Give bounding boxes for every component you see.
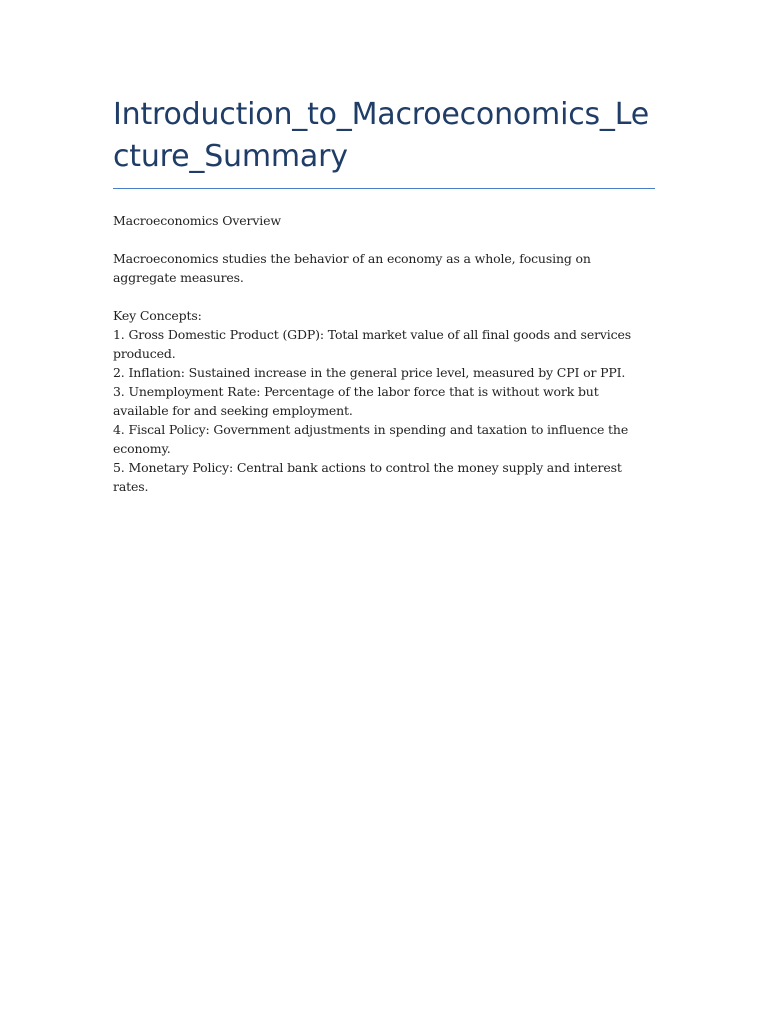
key-concepts-heading: Key Concepts:	[113, 308, 202, 323]
concept-item: 1. Gross Domestic Product (GDP): Total market value of all final goods and services produced.	[113, 327, 632, 361]
title-divider	[113, 188, 655, 189]
concept-item: 5. Monetary Policy: Central bank actions to control the money supply and interest rates.	[113, 460, 622, 494]
concept-item: 4. Fiscal Policy: Government adjustments in spending and taxation to influence the economy.	[113, 422, 629, 456]
concept-item: 3. Unemployment Rate: Percentage of the labor force that is without work but available for and seeking employment.	[113, 384, 599, 418]
concept-item: 2. Inflation: Sustained increase in the general price level, measured by CPI or PPI.	[113, 365, 626, 380]
document-content	[113, 94, 655, 496]
document-title: Introduction_to_Macroeconomics_Lecture_Summary	[113, 97, 649, 174]
section-heading: Macroeconomics Overview	[113, 213, 281, 228]
intro-paragraph: Macroeconomics studies the behavior of an economy as a whole, focusing on aggregate measures.	[113, 251, 591, 285]
paragraph-spacer	[113, 287, 655, 306]
paragraph-spacer	[113, 230, 655, 249]
document-body	[113, 211, 655, 496]
